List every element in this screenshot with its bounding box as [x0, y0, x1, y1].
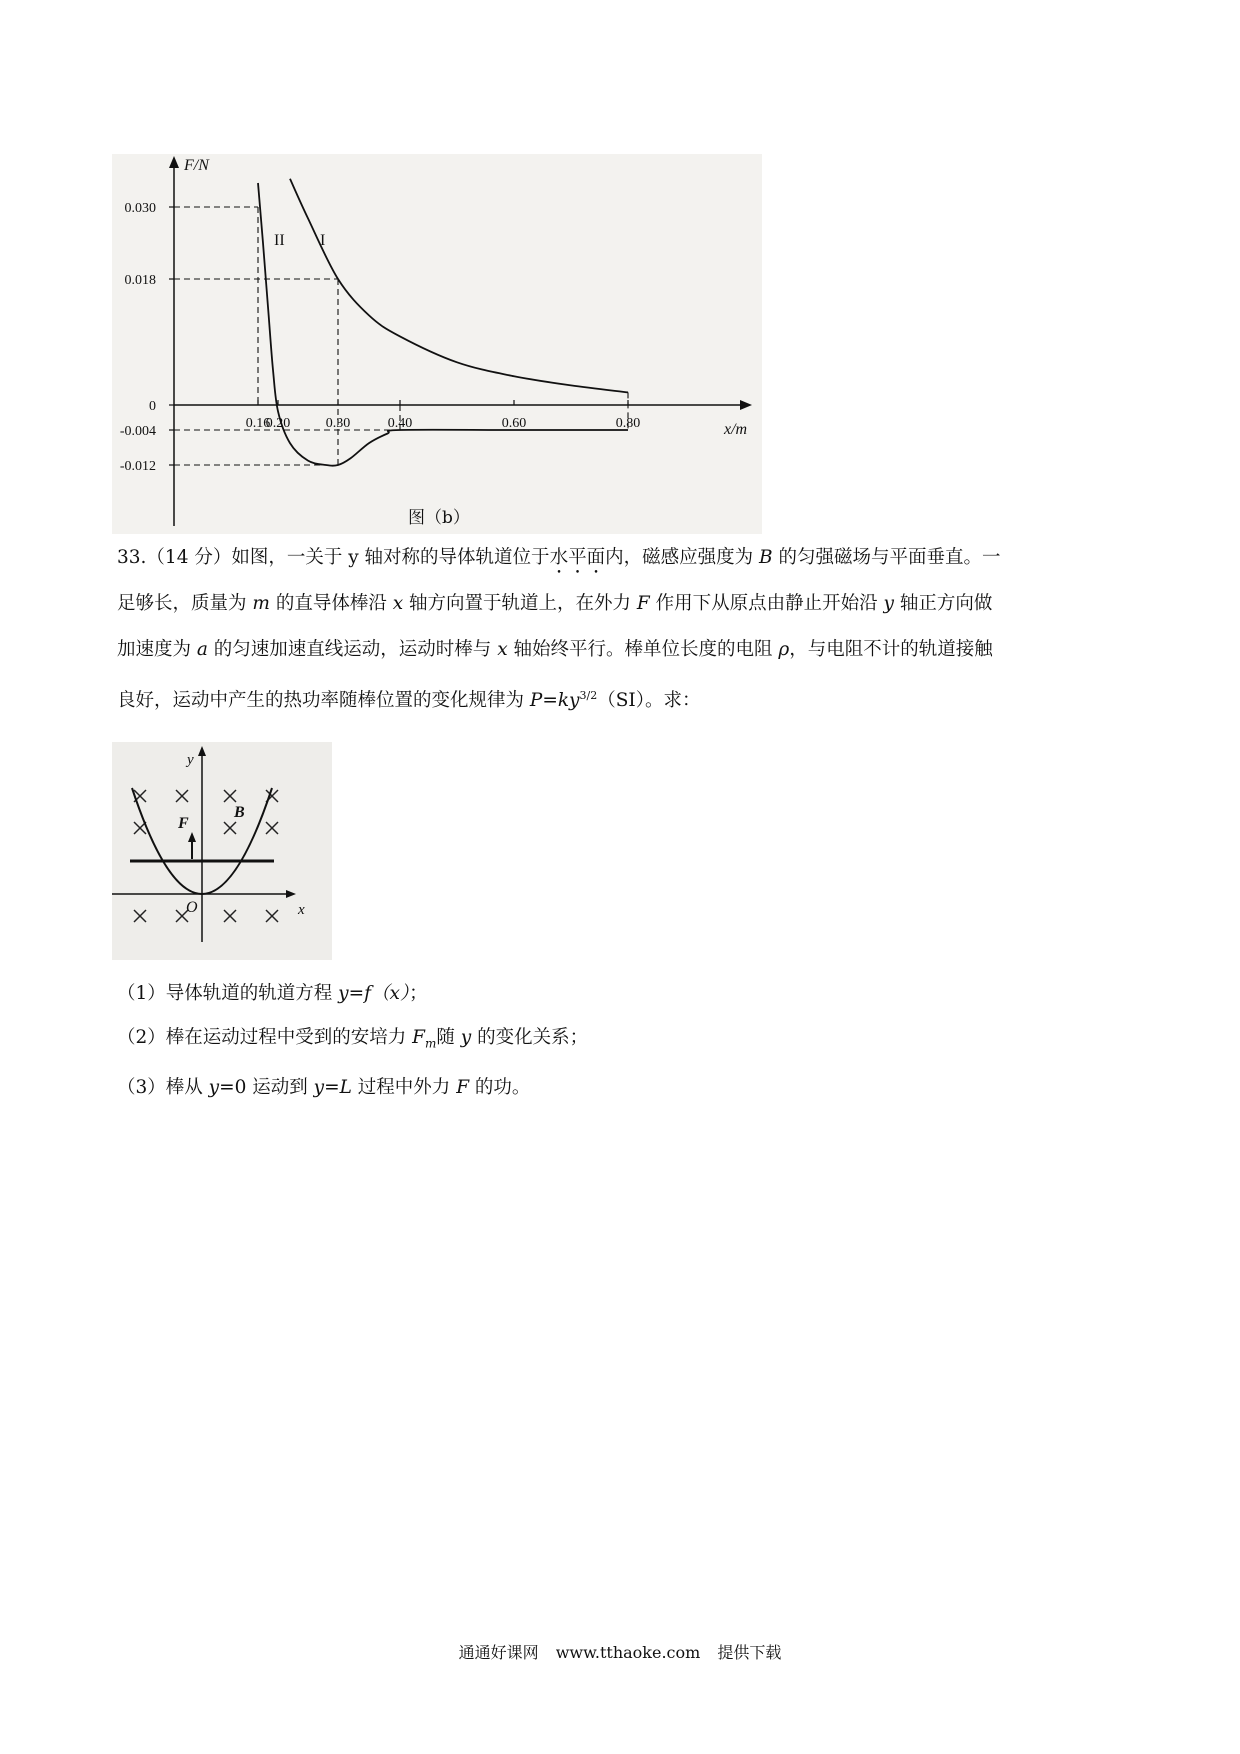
force-position-chart [112, 154, 762, 534]
rail-label-o: O [186, 899, 198, 916]
figure-b [112, 154, 762, 534]
rail-label-x: x [298, 902, 305, 918]
problem-line-1: 33.（14 分）如图，一关于 y 轴对称的导体轨道位于水平面内，磁感应强度为 B 的匀强磁场与平面垂直。一 [117, 547, 1001, 568]
x-tick-label: 0.80 [615, 416, 641, 431]
y-axis-label: F/N [184, 157, 209, 174]
y-tick-label: 0.018 [124, 273, 156, 288]
series-II-line [258, 183, 628, 466]
rail-label-y: y [187, 752, 194, 768]
footer-note: 提供下载 [717, 1643, 782, 1662]
problem-line-3: 加速度为 a 的匀速加速直线运动，运动时棒与 x 轴始终平行。棒单位长度的电阻 ρ，与电阻不计的轨道接触 [117, 639, 993, 660]
page-footer [0, 1640, 1240, 1663]
question-2: （2）棒在运动过程中受到的安培力 $F_m$随 y 的变化关系； [117, 1027, 589, 1051]
y-axis-arrow [169, 156, 179, 168]
x-tick-label: 0.60 [501, 416, 527, 431]
series-I-line [290, 179, 628, 393]
rail-label-b: B [234, 804, 245, 821]
x-axis-arrow [740, 400, 752, 410]
x-tick-label: 0.30 [325, 416, 351, 431]
problem-line-4: 良好，运动中产生的热功率随棒位置的变化规律为 $P=ky^{3/2}(SI)$。求： [117, 689, 701, 712]
force-arrowhead [188, 832, 196, 842]
question-1: （1）导体轨道的轨道方程 y=f（x）； [117, 983, 428, 1004]
y-tick-label: -0.004 [119, 424, 156, 439]
power-formula: P=ky [529, 690, 580, 712]
rail-y-axis-arrow [198, 746, 206, 756]
problem-points: （14 分） [146, 547, 232, 568]
series-II-label: II [274, 232, 285, 249]
y-tick-label: -0.012 [119, 459, 156, 474]
y-tick-label: 0.030 [124, 201, 156, 216]
x-tick-label: 0.16 [245, 416, 271, 431]
rail-label-f: F [178, 815, 189, 832]
series-I-label: I [320, 232, 326, 249]
rail-x-axis-arrow [286, 890, 296, 898]
x-tick-label: 0.40 [387, 416, 413, 431]
emphasized-text: 水平面 [549, 547, 606, 568]
rail-figure [112, 742, 332, 960]
magnetic-field-crosses [134, 790, 278, 922]
problem-line-2: 足够长，质量为 m 的直导体棒沿 x 轴方向置于轨道上，在外力 F 作用下从原点由静止开始沿 y 轴正方向做 [117, 593, 993, 614]
y-tick-label: 0 [149, 399, 156, 414]
footer-url[interactable]: www.tthaoke.com [555, 1643, 701, 1662]
x-axis-label: x/m [724, 421, 748, 438]
footer-site: 通通好课网 [458, 1643, 539, 1662]
problem-33 [117, 535, 1137, 724]
x-tick-label: 0.20 [265, 416, 291, 431]
figure-caption: 图（b） [408, 508, 470, 528]
sub-questions [117, 972, 588, 1110]
question-3: （3）棒从 y=0 运动到 y=L 过程中外力 F 的功。 [117, 1076, 531, 1098]
problem-number: 33. [117, 547, 147, 568]
